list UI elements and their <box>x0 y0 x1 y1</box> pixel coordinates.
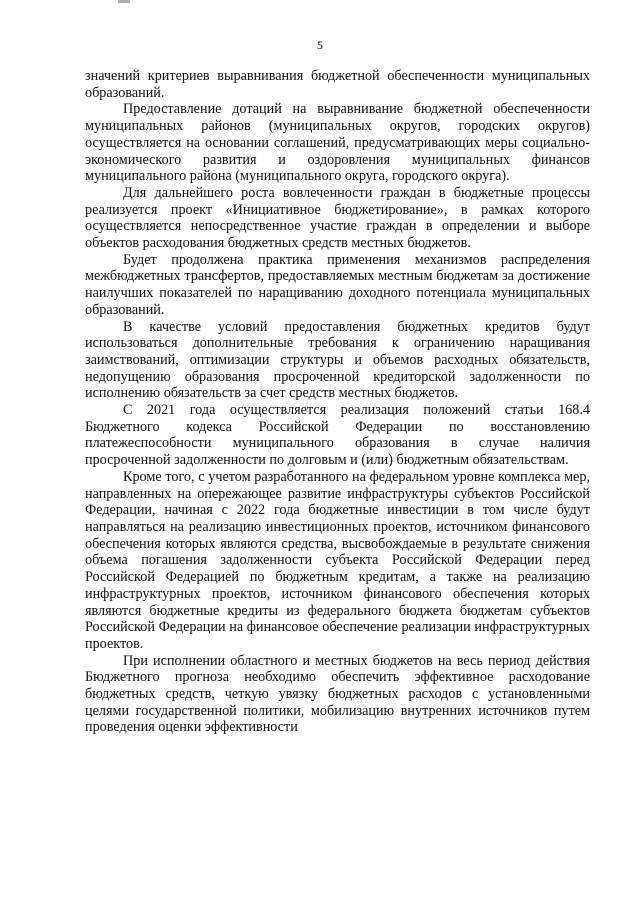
body-text <box>85 68 590 736</box>
paragraph-initiative-budgeting: Для дальнейшего роста вовлеченности граждан в бюджетные процессы реализуется проект «Инициативное бюджетирование», в рамках которого осуществляется непосредственное участие граждан в определении и выборе объектов расходования бюджетных средств местных бюджетов. <box>85 184 590 252</box>
scan-artifact <box>118 0 130 3</box>
paragraph-continued: значений критериев выравнивания бюджетной обеспеченности муниципальных образований. <box>85 68 590 101</box>
paragraph-budget-execution: При исполнении областного и местных бюджетов на весь период действия Бюджетного прогноза необходимо обеспечить эффективное расходование бюджетных средств, четкую увязку бюджетных расходов с установленными целями государственной политики, мобилизацию внутренних источников путем проведения оценки эффективности <box>85 652 590 736</box>
paragraph-equalization-grants: Предоставление дотаций на выравнивание бюджетной обеспеченности муниципальных районов (муниципальных округов, городских округов) осуществляется на основании соглашений, предусматривающих меры социально-экономического развития и оздоровления муниципальных финансов муниципального района (муниципального округа, городского округа). <box>85 101 590 185</box>
paragraph-article-168-4: С 2021 года осуществляется реализация положений статьи 168.4 Бюджетного кодекса Российской Федерации по восстановлению платежеспособности муниципального образования в случае наличия просроченной задолженности по долговым и (или) бюджетным обязательствам. <box>85 402 590 469</box>
paragraph-interbudget-transfers: Будет продолжена практика применения механизмов распределения межбюджетных трансфертов, предоставляемых местным бюджетам за достижение наилучших показателей по наращиванию доходного потенциала муниципальных образований. <box>85 251 590 318</box>
paragraph-budget-credits: В качестве условий предоставления бюджетных кредитов будут использоваться дополнительные требования к ограничению наращивания заимствований, оптимизации структуры и объемов расходных обязательств, недопущению образования просроченной кредиторской задолженности по исполнению обязательств за счет средств местных бюджетов. <box>85 318 590 402</box>
page-number: 5 <box>317 38 323 52</box>
paragraph-infrastructure: Кроме того, с учетом разработанного на федеральном уровне комплекса мер, направленных на опережающее развитие инфраструктуры субъектов Российской Федерации, начиная с 2022 года бюджетные инвестиции в том числе будут направляться на реализацию инвестиционных проектов, источником финансового обеспечения которых являются средства, высвобождаемые в результате снижения объема погашения задолженности субъекта Российской Федерации перед Российской Федерацией по бюджетным кредитам, а также на реализацию инфраструктурных проектов, источником финансового обеспечения которых являются бюджетные кредиты из федерального бюджета бюджетам субъектов Российской Федерации на финансовое обеспечение реализации инфраструктурных проектов. <box>85 468 590 652</box>
